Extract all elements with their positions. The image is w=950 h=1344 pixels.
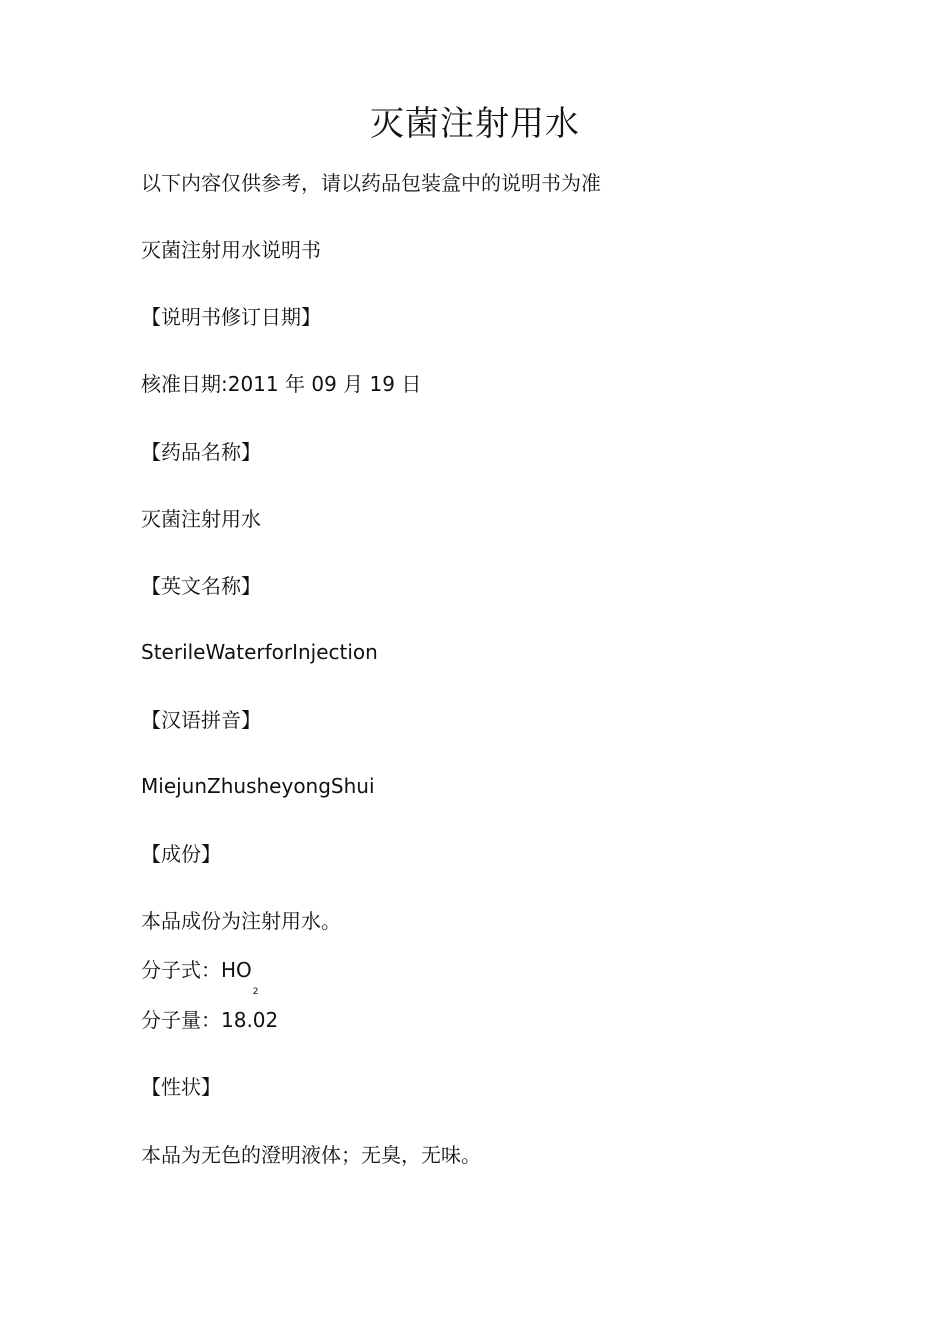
molecular-formula-line [141,956,259,997]
drug-name-text: 灭菌注射用水 [141,507,261,531]
english-name-heading: 【英文名称】 [141,574,261,598]
document-title: 灭菌注射用水 [370,104,580,144]
pinyin-heading: 【汉语拼音】 [141,708,261,732]
revision-date-heading: 【说明书修订日期】 [141,305,321,329]
reference-notice: 以下内容仅供参考，请以药品包装盒中的说明书为准 [141,171,601,195]
pinyin-text: MiejunZhusheyongShui [141,774,375,798]
drug-name-heading: 【药品名称】 [141,440,261,464]
formula-subscript: 2 [252,987,259,997]
formula-main: HO [221,958,252,982]
properties-heading: 【性状】 [141,1075,221,1099]
composition-text: 本品成份为注射用水。 [141,909,341,933]
properties-text: 本品为无色的澄明液体；无臭，无味。 [141,1143,481,1167]
document-subtitle: 灭菌注射用水说明书 [141,238,321,262]
molecular-weight-text: 分子量：18.02 [141,1008,279,1032]
english-name-text: SterileWaterforInjection [141,640,378,664]
formula-label: 分子式： [141,958,221,982]
composition-heading: 【成份】 [141,842,221,866]
molecular-formula [221,956,259,997]
revision-date-text: 核准日期:2011 年 09 月 19 日 [141,372,422,396]
